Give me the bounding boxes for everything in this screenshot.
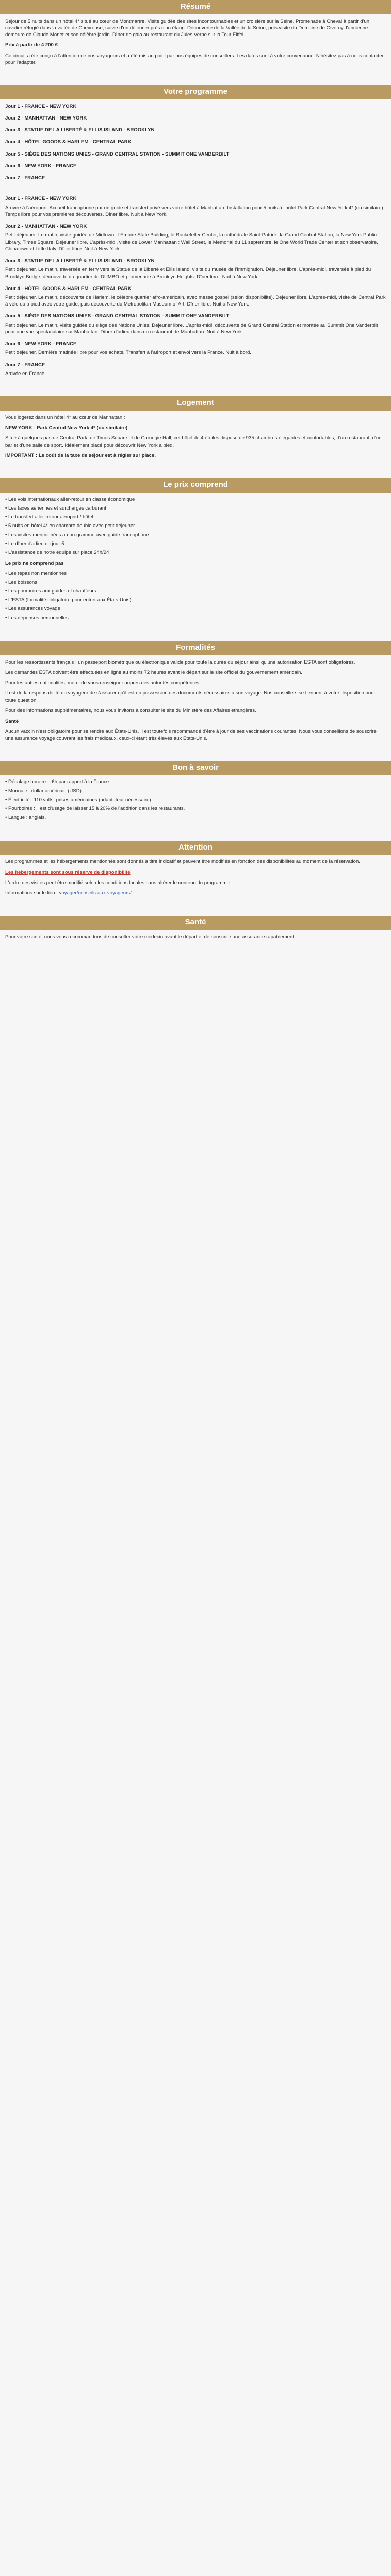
section-resume — [0, 18, 391, 74]
section-attention — [0, 858, 391, 904]
section-formalites-title: Formalités — [0, 641, 391, 655]
day-list-item-4: Jour 4 - HÔTEL GOODS & HARLEM - CENTRAL PARK — [5, 139, 132, 145]
resume-price: Prix à partir de 4 200 € — [5, 42, 58, 48]
bon-a-savoir-item: • Monnaie : dollar américain (USD). — [5, 788, 386, 794]
logement-description: Situé à quelques pas de Central Park, de Times Square et de Carnegie Hall, cet hôtel de 4 étoiles dispose de 935 chambres élégantes et confortables, d'un restaurant, d'un bar et d'une salle de sport. Idéalement placé pour découvrir New York à pied. — [5, 435, 382, 448]
day-list-item-7: Jour 7 - FRANCE — [5, 175, 45, 181]
section-formalites — [0, 659, 391, 750]
prix-excluded-item: • Les assurances voyage — [5, 605, 386, 612]
prix-excluded-item: • Les repas non mentionnés — [5, 570, 386, 577]
section-prix — [0, 496, 391, 630]
formalites-sante-text: Aucun vaccin n'est obligatoire pour se rendre aux États-Unis. Il est toutefois recommandé d'être à jour de ses vaccinations courantes. Nous vous conseillons de souscrire une assurance voyage couvrant les frais médicaux, ceux-ci étant très élevés aux États-Unis. — [5, 728, 377, 741]
section-prix-title: Le prix comprend — [0, 478, 391, 493]
bon-a-savoir-item: • Décalage horaire : -6h par rapport à la France. — [5, 778, 386, 785]
formalites-paragraph-5: Pour des informations supplémentaires, nous vous invitons à consulter le site du Ministère des Affaires étrangères. — [5, 707, 256, 714]
day-4-title: Jour 4 - HÔTEL GOODS & HARLEM - CENTRAL PARK — [5, 285, 132, 292]
prix-included-list — [5, 496, 386, 556]
section-programme — [0, 103, 391, 385]
day-list-item-3: Jour 3 - STATUE DE LA LIBERTÉ & ELLIS ISLAND - BROOKLYN — [5, 127, 155, 133]
day-1-text: Arrivée à l'aéroport. Accueil francophone par un guide et transfert privé vers votre hôtel à Manhattan. Installation pour 5 nuits à l'hôtel Park Central New York 4* (ou similaire). Temps libre pour vos premières découvertes. Dîner libre. Nuit à New York. — [5, 205, 385, 217]
day-list-item-5: Jour 5 - SIÈGE DES NATIONS UNIES - GRAND CENTRAL STATION - SUMMIT ONE VANDERBILT — [5, 151, 230, 157]
bon-a-savoir-item: • Langue : anglais. — [5, 814, 386, 821]
prix-excluded-title: Le prix ne comprend pas — [5, 561, 64, 567]
day-6-title: Jour 6 - NEW YORK - FRANCE — [5, 341, 77, 347]
formalites-paragraph-4: Il est de la responsabilité du voyageur de s'assurer qu'il est en possession des documents nécessaires à son voyage. Nos conseillers se tiennent à votre disposition pour toute question. — [5, 690, 376, 703]
formalites-sante-title: Santé — [5, 719, 19, 725]
prix-included-item: • Les vols internationaux aller-retour en classe économique — [5, 496, 386, 503]
day-5-title: Jour 5 - SIÈGE DES NATIONS UNIES - GRAND CENTRAL STATION - SUMMIT ONE VANDERBILT — [5, 313, 230, 319]
section-logement — [0, 414, 391, 467]
logement-hotel-name: NEW YORK - Park Central New York 4* (ou similaire) — [5, 425, 128, 431]
prix-included-item: • Le dîner d'adieu du jour 5 — [5, 540, 386, 547]
programme-day-list — [5, 103, 386, 182]
day-5-text: Petit déjeuner. Le matin, visite guidée du siège des Nations Unies. Déjeuner libre. L'après-midi, découverte de Grand Central Station et montée au Summit One Vanderbilt pour une vue spectaculaire sur Manhattan. Dîner d'adieu dans un restaurant de Manhattan. Nuit à New York. — [5, 322, 378, 335]
prix-included-item: • Les taxes aériennes et surcharges carburant — [5, 505, 386, 512]
prix-excluded-list — [5, 570, 386, 621]
prix-excluded-item: • Les dépenses personnelles — [5, 615, 386, 621]
section-bon-a-savoir — [0, 778, 391, 829]
logement-note: IMPORTANT : Le coût de la taxe de séjour est à régler sur place. — [5, 452, 156, 459]
prix-excluded-item: • Les pourboires aux guides et chauffeurs — [5, 588, 386, 595]
section-attention-title: Attention — [0, 841, 391, 855]
day-list-item-6: Jour 6 - NEW YORK - FRANCE — [5, 163, 77, 169]
day-3-title: Jour 3 - STATUE DE LA LIBERTÉ & ELLIS ISLAND - BROOKLYN — [5, 258, 155, 264]
bon-a-savoir-list — [5, 778, 386, 821]
resume-paragraph-3: Ce circuit a été conçu à l'attention de nos voyageurs et a été mis au point par nos équipes de conseillers. Les dates sont à votre convenance. N'hésitez pas à nous contacter pour l'adapter. — [5, 53, 384, 65]
attention-warning: Les hébergements sont sous réserve de disponibilité — [5, 869, 131, 875]
day-3-text: Petit déjeuner. Le matin, traversée en ferry vers la Statue de la Liberté et Ellis Island, visite du musée de l'Immigration. Déjeuner libre. L'après-midi, traversée à pied du Brooklyn Bridge, découverte du quartier de DUMBO et promenade à Brooklyn Heights. Dîner libre. Nuit à New York. — [5, 267, 371, 280]
day-2-title: Jour 2 - MANHATTAN - NEW YORK — [5, 224, 87, 230]
day-1-title: Jour 1 - FRANCE - NEW YORK — [5, 196, 77, 202]
attention-paragraph-1: Les programmes et les hébergements mentionnés sont donnés à titre indicatif et peuvent être modifiés en fonction des disponibilités au moment de la réservation. — [5, 859, 360, 865]
prix-included-item: • Les visites mentionnées au programme avec guide francophone — [5, 532, 386, 538]
day-2-text: Petit déjeuner. Le matin, visite guidée de Midtown : l'Empire State Building, le Rockefeller Center, la cathédrale Saint-Patrick, la Grand Central Station, la New York Public Library, Times Square. Déjeuner libre. L'après-midi, visite de Lower Manhattan : Wall Street, le Memorial du 11 septembre, le One World Trade Center et son observatoire, Chinatown et Little Italy. Dîner libre. Nuit à New York. — [5, 232, 378, 252]
section-bon-a-savoir-title: Bon à savoir — [0, 761, 391, 775]
attention-link[interactable]: voyager/conseils-aux-voyageurs/ — [59, 890, 132, 896]
bon-a-savoir-item: • Pourboires : il est d'usage de laisser 15 à 20% de l'addition dans les restaurants. — [5, 805, 386, 812]
section-programme-title: Votre programme — [0, 85, 391, 99]
prix-included-item: • 5 nuits en hôtel 4* en chambre double avec petit déjeuner — [5, 522, 386, 529]
attention-paragraph-2: L'ordre des visites peut être modifié selon les conditions locales sans altérer le contenu du programme. — [5, 879, 231, 886]
day-7-text: Arrivée en France. — [5, 370, 46, 377]
day-4-text: Petit déjeuner. Le matin, découverte de Harlem, le célèbre quartier afro-américain, avec messe gospel (selon disponibilité). Déjeuner libre. L'après-midi, visite de Central Park à vélo ou à pied avec votre guide, puis découverte du Metropolitan Museum of Art. Dîner libre. Nuit à New York. — [5, 295, 386, 308]
day-7-title: Jour 7 - FRANCE — [5, 362, 45, 368]
day-6-text: Petit déjeuner. Dernière matinée libre pour vos achats. Transfert à l'aéroport et envol vers la France. Nuit à bord. — [5, 350, 251, 356]
formalites-paragraph-3: Pour les autres nationalités, merci de vous renseigner auprès des autorités compétentes. — [5, 680, 201, 686]
section-logement-title: Logement — [0, 396, 391, 411]
sante-paragraph: Pour votre santé, nous vous recommandons de consulter votre médecin avant le départ et de souscrire une assurance rapatriement. — [5, 934, 296, 940]
section-sante — [0, 934, 391, 948]
page — [0, 0, 391, 948]
section-sante-title: Santé — [0, 916, 391, 930]
formalites-paragraph-2: Les demandes ESTA doivent être effectuées en ligne au moins 72 heures avant le départ sur le site officiel du gouvernement américain. — [5, 669, 302, 675]
resume-paragraph-1: Séjour de 5 nuits dans un hôtel 4* situé au cœur de Montmartre. Visite guidée des sites incontournables et un croisière sur la Seine. Promenade à Cheval à partir d'un cavalier réfugié dans la vallée de Chevreuse, suivie d'un déjeuner près d'un étang. Découverte de la Vallée de la Seine, puis visite du Domaine de Giverny, l'ancienne demeure de Claude Monet et son célèbre jardin. Dîner de gala au restaurant du Jules Verne sur la Tour Eiffel. — [5, 18, 370, 38]
attention-link-label: Informations sur le lien : — [5, 890, 59, 896]
prix-excluded-item: • L'ESTA (formalité obligatoire pour entrer aux États-Unis) — [5, 597, 386, 603]
logement-intro: Vous logerez dans un hôtel 4* au cœur de Manhattan : — [5, 414, 125, 420]
section-resume-title: Résumé — [0, 0, 391, 14]
day-list-item-1: Jour 1 - FRANCE - NEW YORK — [5, 103, 77, 109]
bon-a-savoir-item: • Électricité : 110 volts, prises américaines (adaptateur nécessaire). — [5, 796, 386, 803]
prix-included-item: • L'assistance de notre équipe sur place 24h/24 — [5, 549, 386, 556]
day-list-item-2: Jour 2 - MANHATTAN - NEW YORK — [5, 115, 87, 122]
prix-excluded-item: • Les boissons — [5, 579, 386, 586]
formalites-paragraph-1: Pour les ressortissants français : un passeport biométrique ou électronique valide pour toute la durée du séjour ainsi qu'une autorisation ESTA sont obligatoires. — [5, 659, 355, 665]
prix-included-item: • Le transfert aller-retour aéroport / hôtel — [5, 514, 386, 520]
